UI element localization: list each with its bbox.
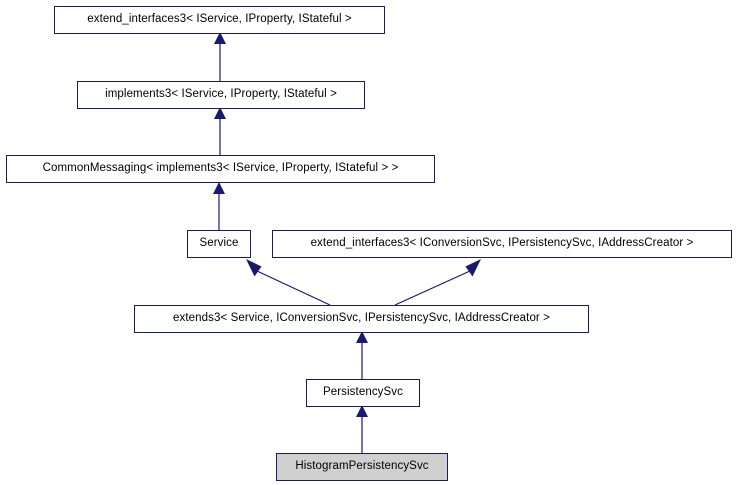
- class-node-common-messaging[interactable]: CommonMessaging< implements3< IService, IProperty, IStateful > >: [6, 155, 435, 183]
- edge-persistency-svc-to-extends3: [356, 331, 368, 379]
- edge-service-to-common-messaging: [213, 182, 225, 230]
- class-node-implements3-service[interactable]: implements3< IService, IProperty, IStateful >: [77, 81, 365, 109]
- edge-histogram-persistency-svc-to-persistency-svc: [356, 405, 368, 453]
- class-node-service[interactable]: Service: [187, 230, 251, 258]
- class-node-extend-interfaces3-conversion[interactable]: extend_interfaces3< IConversionSvc, IPersistencySvc, IAddressCreator >: [272, 230, 732, 258]
- edge-implements3-to-extend-interfaces3-service: [214, 32, 226, 81]
- class-node-extend-interfaces3-service[interactable]: extend_interfaces3< IService, IProperty, IStateful >: [54, 6, 385, 34]
- class-node-persistency-svc[interactable]: PersistencySvc: [306, 379, 420, 407]
- edge-extends3-to-service: [246, 259, 330, 305]
- edge-extends3-to-extend-interfaces3-conversion: [395, 259, 481, 305]
- edge-common-messaging-to-implements3: [214, 107, 226, 155]
- class-node-extends3[interactable]: extends3< Service, IConversionSvc, IPersistencySvc, IAddressCreator >: [134, 305, 589, 333]
- class-node-histogram-persistency-svc[interactable]: HistogramPersistencySvc: [276, 453, 448, 481]
